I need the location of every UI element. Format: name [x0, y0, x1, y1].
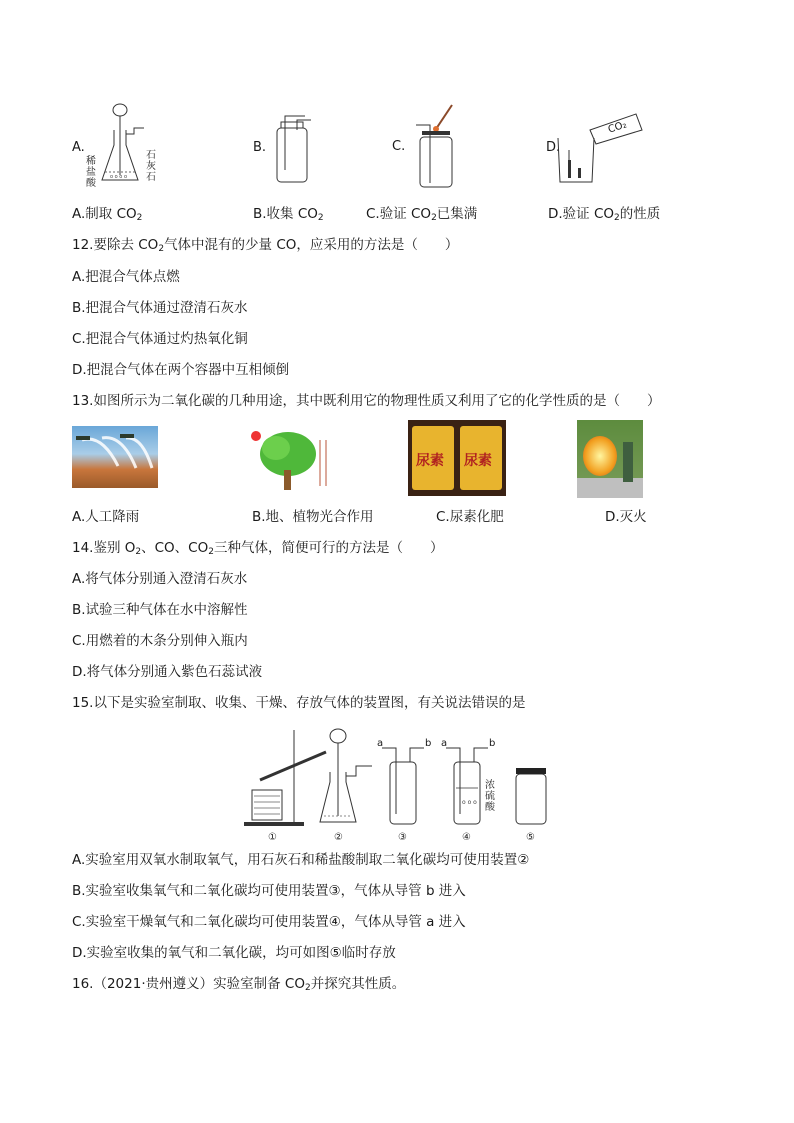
fig-num-3: ③	[398, 832, 407, 843]
svg-text:o o o: o o o	[462, 799, 477, 806]
q12-option-a: A.把混合气体点燃	[72, 269, 180, 285]
acid-label: 浓硫酸	[485, 780, 495, 813]
fig-a-right-label: 石灰石	[146, 150, 156, 183]
q13-photo-photosynthesis	[246, 426, 338, 492]
q11-fig-letter-a: A.	[72, 140, 85, 155]
q12-option-c: C.把混合气体通过灼热氧化铜	[72, 331, 248, 347]
q15-option-d: D.实验室收集的氧气和二氧化碳，均可如图⑤临时存放	[72, 945, 396, 961]
q12-stem: 12.要除去 $CO_2$气体中混有的少量 CO，应采用的方法是（ ）	[72, 237, 459, 254]
q11-option-b: B.收集 $CO_2$	[253, 206, 324, 223]
collection-bottle-drawing	[253, 110, 333, 190]
tube-a-label-4: a	[441, 738, 448, 749]
q13-option-c: C.尿素化肥	[436, 509, 504, 525]
q15-option-c: C.实验室干燥氧气和二氧化碳均可使用装置④，气体从导管 a 进入	[72, 914, 466, 930]
q13-photo-fire-extinguishing	[577, 420, 643, 498]
q12-option-d: D.把混合气体在两个容器中互相倾倒	[72, 362, 290, 378]
q15-option-b: B.实验室收集氧气和二氧化碳均可使用装置③，气体从导管 b 进入	[72, 883, 466, 899]
q15-stem: 15.以下是实验室制取、收集、干燥、存放气体的装置图，有关说法错误的是	[72, 695, 526, 711]
q13-photo-artificial-rain	[72, 426, 158, 488]
urea-bag-text-left: 尿素	[416, 453, 444, 469]
q11-figure-d	[546, 108, 646, 188]
fig-num-1: ①	[268, 832, 277, 843]
q11-option-a: A.制取 $CO_2$	[72, 206, 143, 223]
q11-figure-a	[72, 100, 182, 195]
urea-bag-text-right: 尿素	[464, 453, 492, 469]
q11-fig-letter-d: D.	[546, 140, 561, 155]
q13-option-b: B.地、植物光合作用	[252, 509, 374, 525]
fig-num-5: ⑤	[526, 832, 535, 843]
q13-stem: 13.如图所示为二氧化碳的几种用途，其中既利用它的物理性质又利用了它的化学性质的是（ ）	[72, 393, 661, 409]
q11-fig-letter-b: B.	[253, 140, 267, 155]
q15-option-a: A.实验室用双氧水制取氧气，用石灰石和稀盐酸制取二氧化碳均可使用装置②	[72, 852, 530, 868]
fig-a-left-label: 稀盐酸	[86, 156, 96, 189]
q11-figure-b	[253, 110, 333, 190]
q14-option-d: D.将气体分别通入紫色石蕊试液	[72, 664, 263, 680]
q13-option-a: A.人工降雨	[72, 509, 140, 525]
beaker-candles-drawing	[546, 108, 646, 188]
q16-stem: 16.（2021·贵州遵义）实验室制备 $CO_2$并探究其性质。	[72, 976, 406, 993]
q14-option-b: B.试验三种气体在水中溶解性	[72, 602, 248, 618]
tube-b-label-3: b	[425, 738, 432, 749]
q14-stem: 14.鉴别 $O_2$、CO、$CO_2$三种气体，简便可行的方法是（ ）	[72, 540, 444, 557]
q11-fig-letter-c: C.	[392, 139, 406, 154]
svg-text:o o o o: o o o o	[110, 174, 128, 180]
q14-option-c: C.用燃着的木条分别伸入瓶内	[72, 633, 248, 649]
q11-option-c: C.验证 $CO_2$已集满	[366, 206, 478, 223]
fig-d-co2-label: CO₂	[606, 119, 629, 136]
tube-b-label-4: b	[489, 738, 496, 749]
fig-num-2: ②	[334, 832, 343, 843]
apparatus-drawing	[238, 722, 558, 846]
q14-option-a: A.将气体分别通入澄清石灰水	[72, 571, 248, 587]
q13-option-d: D.灭火	[605, 509, 647, 525]
tube-a-label-3: a	[377, 738, 384, 749]
fig-num-4: ④	[462, 832, 471, 843]
q11-figure-c	[392, 103, 472, 191]
q15-apparatus-figure	[238, 722, 558, 846]
q12-option-b: B.把混合气体通过澄清石灰水	[72, 300, 248, 316]
full-check-bottle-drawing	[392, 103, 472, 191]
q11-option-d: D.验证 $CO_2$的性质	[548, 206, 661, 223]
q13-photo-urea-fertilizer	[408, 420, 506, 496]
